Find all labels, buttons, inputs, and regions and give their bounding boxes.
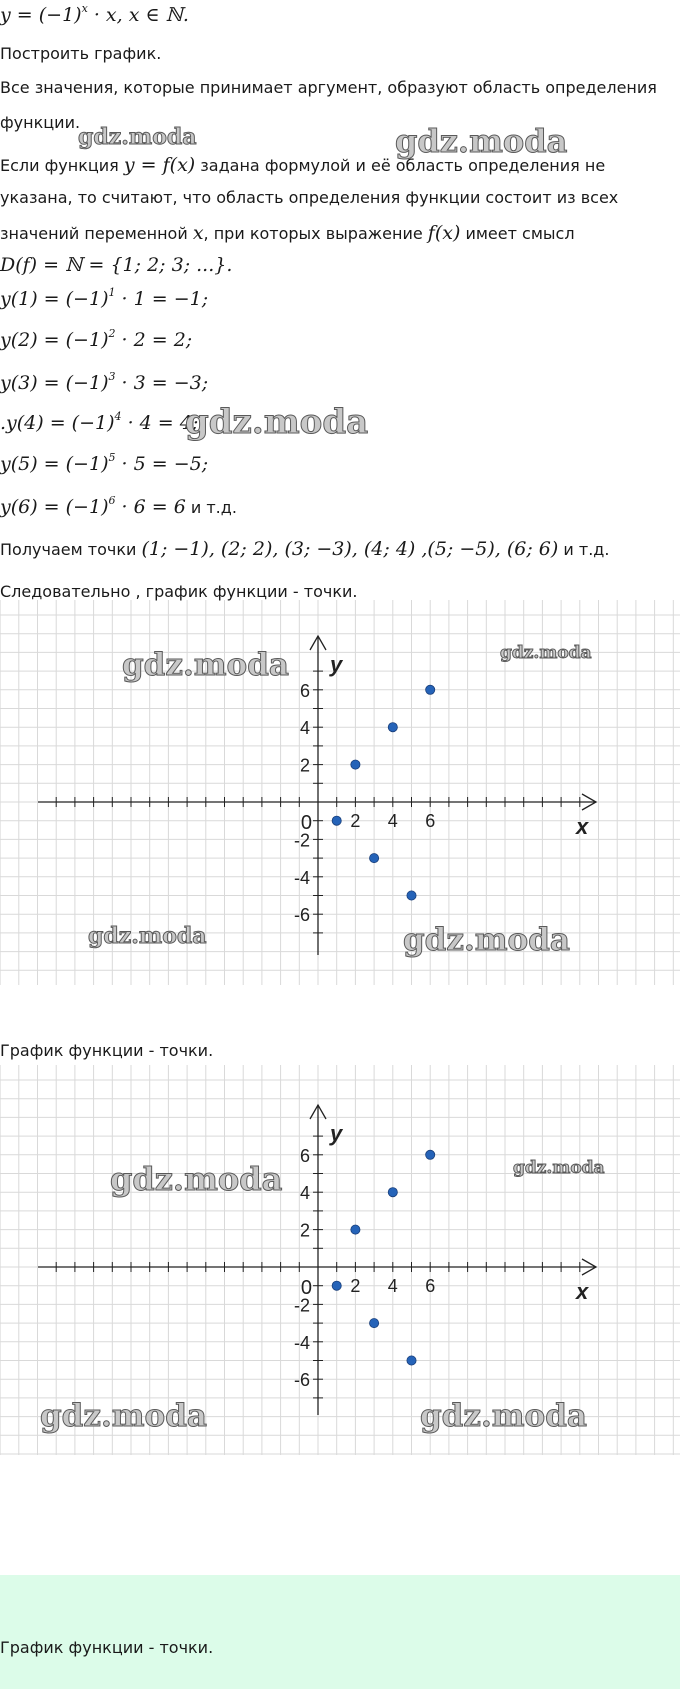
data-point <box>407 891 416 900</box>
y-tick-label: -2 <box>293 1295 310 1316</box>
watermark-logo: gdz.moda <box>513 1158 605 1178</box>
task-text: Построить график. <box>0 44 162 63</box>
rule-text-2: указана, то считают, что область определения функции состоит из всех <box>0 188 619 207</box>
data-point <box>370 854 379 863</box>
data-point <box>426 1150 435 1159</box>
data-point <box>370 1319 379 1328</box>
value-line-2: $y(2) = (-1)^2 \cdot 2 = 2$; <box>0 327 193 351</box>
watermark-logo: gdz.moda <box>403 922 570 958</box>
x-tick-label: 2 <box>350 1276 361 1296</box>
watermark-logo: gdz.moda <box>500 643 592 663</box>
data-point <box>351 1225 360 1234</box>
function-formula: $y = (-1)^x \cdot x$, x ∈ ℕ. <box>0 2 189 26</box>
y-tick-label: 4 <box>299 718 310 739</box>
x-tick-label: 2 <box>350 811 361 831</box>
data-point <box>332 1281 341 1290</box>
y-tick-label: 4 <box>299 1183 310 1204</box>
definition-text-2: функции. <box>0 113 81 132</box>
value-line-6: $y(6) = (-1)^6 \cdot 6 = 6$ и т.д. <box>0 494 237 518</box>
watermark-logo: gdz.moda <box>40 1398 207 1434</box>
watermark-logo: gdz.moda <box>185 402 369 442</box>
data-point <box>426 685 435 694</box>
watermark-logo: gdz.moda <box>122 647 289 683</box>
x-tick-label: 6 <box>425 811 436 831</box>
definition-text-1: Все значения, которые принимает аргумент, образуют область определения <box>0 78 657 97</box>
y-tick-label: 6 <box>299 680 310 701</box>
x-axis-label: x <box>576 1279 589 1304</box>
domain-line: D(f) = ℕ = {1; 2; 3; ...}. <box>0 254 233 276</box>
y-tick-label: -4 <box>293 867 310 888</box>
watermark-logo: gdz.moda <box>88 923 207 949</box>
value-line-3: $y(3) = (-1)^3 \cdot 3 = -3$; <box>0 370 209 394</box>
x-axis-label: x <box>576 814 589 839</box>
y-axis-label: y <box>330 1121 343 1146</box>
y-tick-label: -6 <box>293 1370 310 1391</box>
data-point <box>332 816 341 825</box>
watermark-logo: gdz.moda <box>395 122 568 160</box>
rule-text-1: Если функция y = f(x) задана формулой и её область определения не <box>0 154 606 176</box>
data-point <box>407 1356 416 1365</box>
graph-caption-1: График функции - точки. <box>0 1041 214 1060</box>
watermark-logo: gdz.moda <box>420 1398 587 1434</box>
y-tick-label: 2 <box>299 1220 310 1241</box>
x-tick-label: 6 <box>425 1276 436 1296</box>
y-tick-label: 6 <box>299 1145 310 1166</box>
watermark-logo: gdz.moda <box>78 124 197 150</box>
rule-text-3: значений переменной x, при которых выражение f(x) имеет смысл <box>0 222 575 244</box>
y-tick-label: -6 <box>293 905 310 926</box>
value-line-5: $y(5) = (-1)^5 \cdot 5 = -5$; <box>0 451 209 475</box>
conclusion-text: Следовательно , график функции - точки. <box>0 582 358 601</box>
data-point <box>351 760 360 769</box>
origin-label: 0 <box>300 812 312 834</box>
x-tick-label: 4 <box>387 811 398 831</box>
origin-label: 0 <box>300 1277 312 1299</box>
value-line-4: $.y(4) = (-1)^4 \cdot 4 = 4$; <box>0 410 199 434</box>
data-point <box>388 723 397 732</box>
x-tick-label: 4 <box>387 1276 398 1296</box>
watermark-logo: gdz.moda <box>110 1160 283 1198</box>
points-line: Получаем точки (1; −1), (2; 2), (3; −3), (4; 4) ,(5; −5), (6; 6) и т.д. <box>0 538 610 560</box>
graph-caption-2: График функции - точки. <box>0 1638 214 1657</box>
highlight-block <box>0 1575 680 1689</box>
scatter-chart-2 <box>0 1065 680 1455</box>
data-point <box>388 1188 397 1197</box>
y-axis-label: y <box>330 652 343 677</box>
y-tick-label: -2 <box>293 830 310 851</box>
y-tick-label: -4 <box>293 1332 310 1353</box>
value-line-1: $y(1) = (-1)^1 \cdot 1 = -1$; <box>0 286 209 310</box>
y-tick-label: 2 <box>299 755 310 776</box>
